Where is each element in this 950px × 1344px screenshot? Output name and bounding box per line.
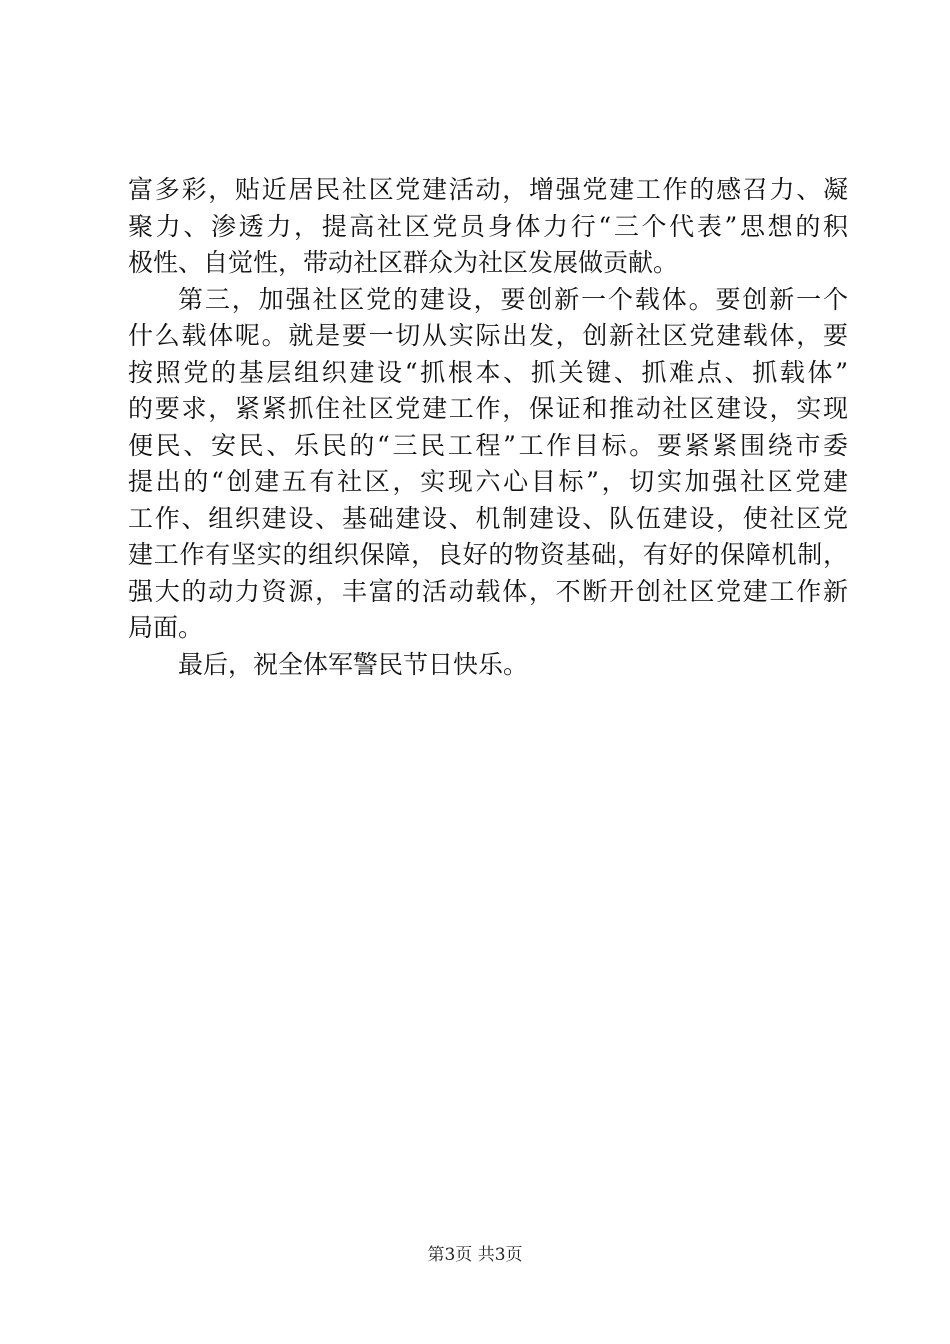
closing-line: 最后，祝全体军警民节日快乐。 xyxy=(178,649,529,679)
document-body xyxy=(128,172,848,683)
page-footer: 第3页 共3页 xyxy=(427,1245,523,1265)
text-line: 极性、自觉性，带动社区群众为社区发展做贡献。 xyxy=(128,248,679,277)
text-line: 工作、组织建设、基础建设、机制建设、队伍建设，使社区党 xyxy=(128,503,848,533)
text-line: 局面。 xyxy=(128,613,204,642)
text-line: 什么载体呢。就是要一切从实际出发，创新社区党建载体，要 xyxy=(128,321,848,350)
text-line: 强大的动力资源，丰富的活动载体，不断开创社区党建工作新 xyxy=(128,576,848,606)
text-line: 富多彩，贴近居民社区党建活动，增强党建工作的感召力、凝 xyxy=(128,175,848,204)
paragraph-first-line: 第三，加强社区党的建设，要创新一个载体。要创新一个 xyxy=(178,284,848,314)
text-line: 提出的“创建五有社区，实现六心目标”，切实加强社区党建 xyxy=(128,467,848,496)
text-line: 聚力、渗透力，提高社区党员身体力行“三个代表”思想的积 xyxy=(128,211,848,241)
text-line: 建工作有坚实的组织保障，良好的物资基础，有好的保障机制， xyxy=(128,540,848,569)
text-line: 按照党的基层组织建设“抓根本、抓关键、抓难点、抓载体” xyxy=(128,357,848,387)
text-line: 便民、安民、乐民的“三民工程”工作目标。要紧紧围绕市委 xyxy=(128,430,848,460)
text-line: 的要求，紧紧抓住社区党建工作，保证和推动社区建设，实现 xyxy=(128,394,848,423)
